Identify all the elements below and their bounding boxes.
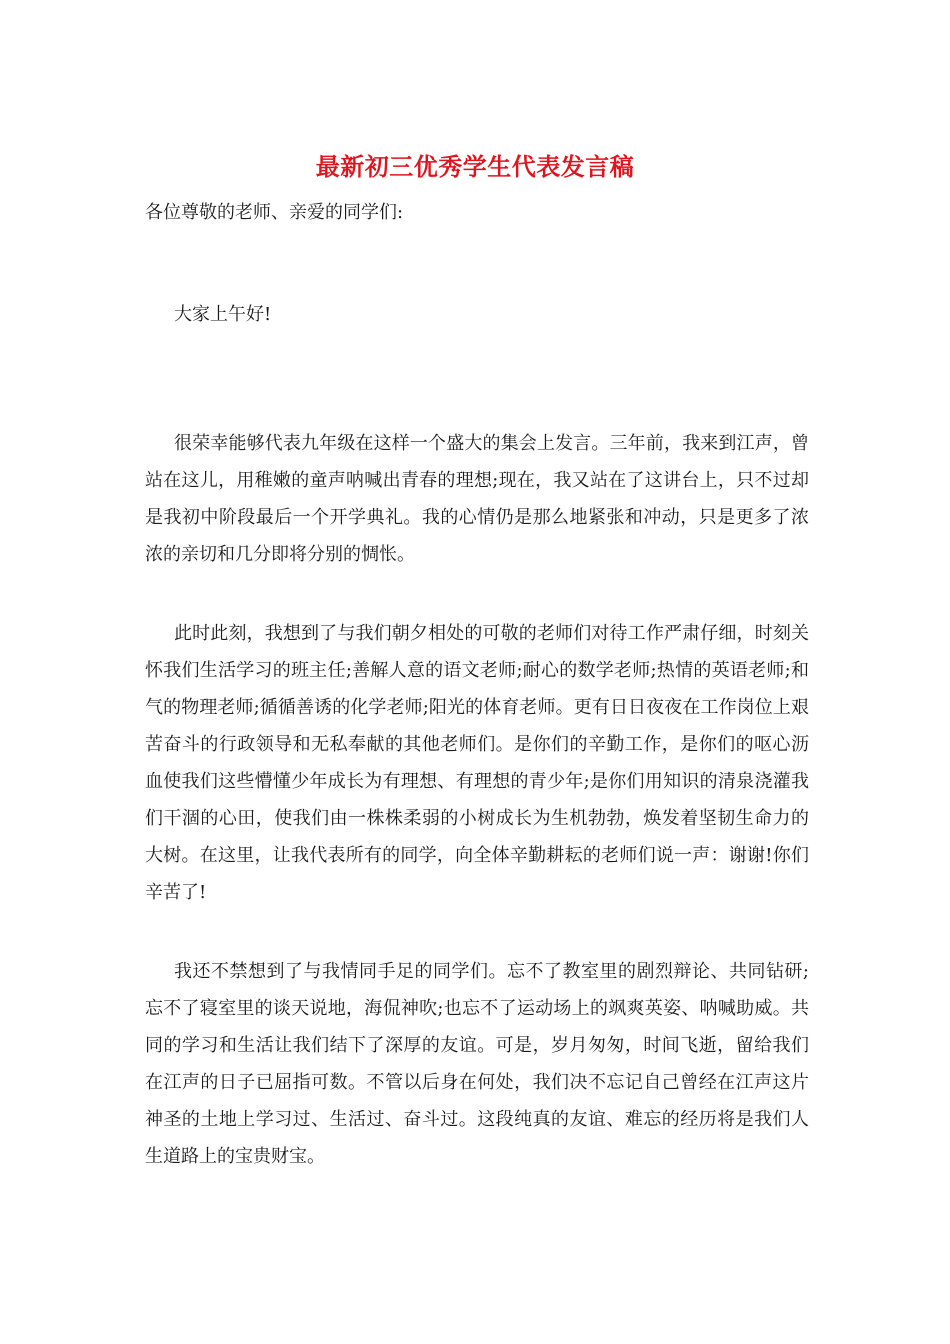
paragraph-1: 很荣幸能够代表九年级在这样一个盛大的集会上发言。三年前，我来到江声，曾站在这儿，用稚嫩的童声呐喊出青春的理想;现在，我又站在了这讲台上，只不过却是我初中阶段最后一个开学典礼。我的心情仍是那么地紧张和冲动，只是更多了浓浓的亲切和几分即将分别的惆怅。 [145, 433, 809, 565]
greeting: 大家上午好! [174, 304, 272, 325]
paragraph-3: 我还不禁想到了与我情同手足的同学们。忘不了教室里的剧烈辩论、共同钻研;忘不了寝室里的谈天说地，海侃神吹;也忘不了运动场上的飒爽英姿、呐喊助威。共同的学习和生活让我们结下了深厚的友谊。可是，岁月匆匆，时间飞逝，留给我们在江声的日子已屈指可数。不管以后身在何处，我们决不忘记自己曾经在江声这片神圣的土地上学习过、生活过、奋斗过。这段纯真的友谊、难忘的经历将是我们人生道路上的宝贵财宝。 [145, 961, 809, 1167]
paragraph-2: 此时此刻，我想到了与我们朝夕相处的可敬的老师们对待工作严肃仔细，时刻关怀我们生活学习的班主任;善解人意的语文老师;耐心的数学老师;热情的英语老师;和气的物理老师;循循善诱的化学老师;阳光的体育老师。更有日日夜夜在工作岗位上艰苦奋斗的行政领导和无私奉献的其他老师们。是你们的辛勤工作，是你们的呕心沥血使我们这些懵懂少年成长为有理想、有理想的青少年;是你们用知识的清泉浇灌我们干涸的心田，使我们由一株株柔弱的小树成长为生机勃勃，焕发着坚韧生命力的大树。在这里，让我代表所有的同学，向全体辛勤耕耘的老师们说一声：谢谢!你们辛苦了! [145, 623, 809, 903]
document-title: 最新初三优秀学生代表发言稿 [315, 152, 635, 181]
salutation: 各位尊敬的老师、亲爱的同学们: [145, 202, 404, 223]
